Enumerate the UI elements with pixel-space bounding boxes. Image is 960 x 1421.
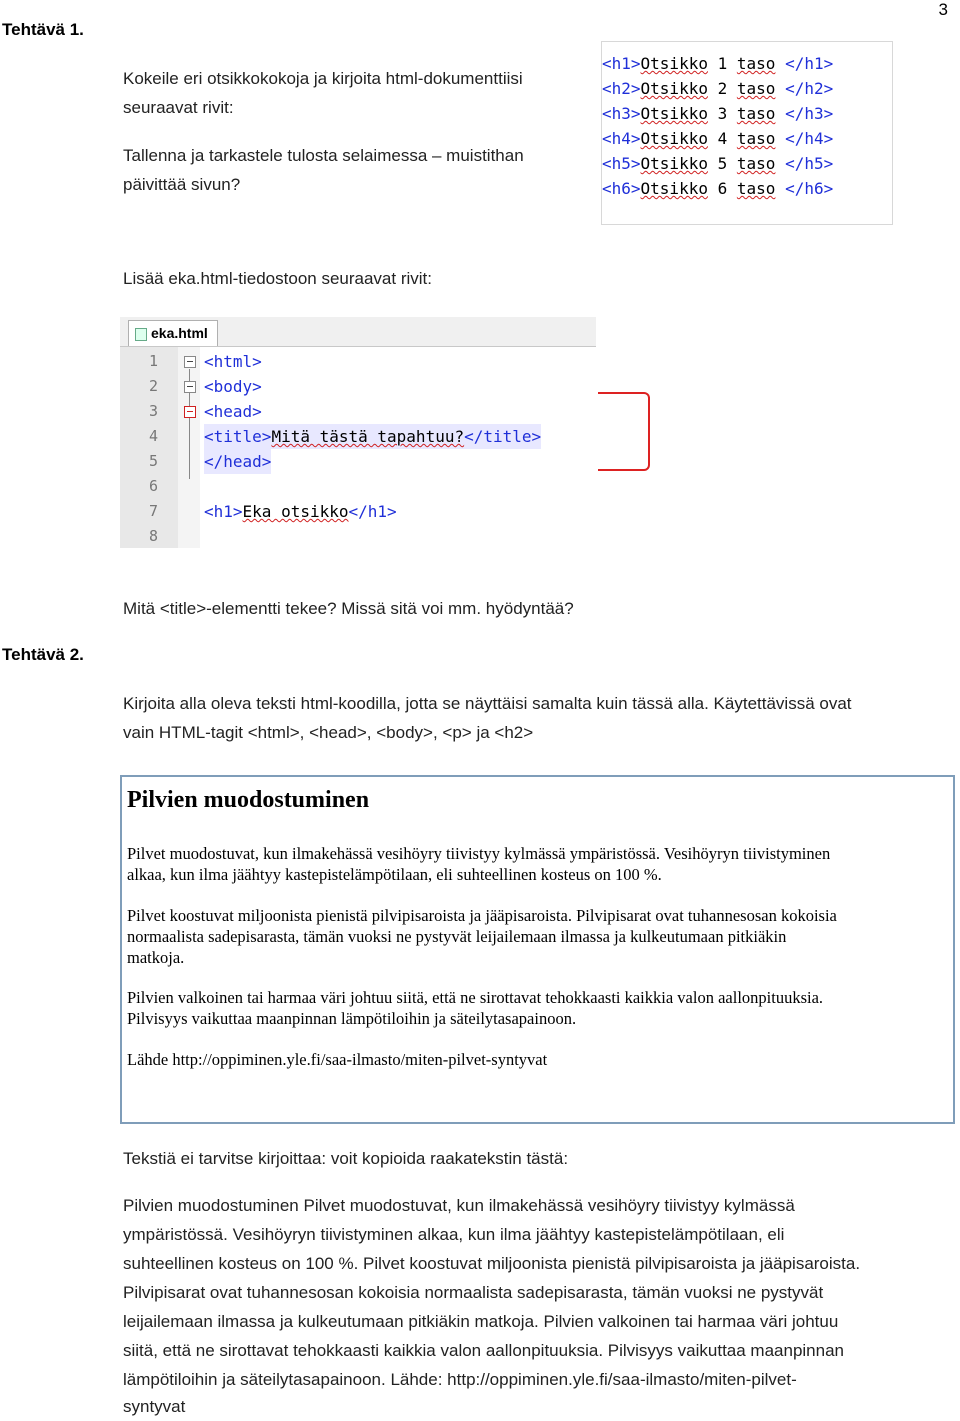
code-text: <body> [204,377,262,396]
line-number: 3 [148,402,158,420]
task2-instruction-line1: Kirjoita alla oleva teksti html-koodilla, jotta se näyttäisi samalta kuin tässä alla. Käytettävissä ovat [123,694,852,713]
editor-tab[interactable] [128,320,218,346]
sample-p3-line1: Pilvien valkoinen tai harmaa väri johtuu siitä, että ne sirottavat tehokkaasti kaikkia valon aallonpituuksia. [127,988,824,1007]
raw-text-line: syntyvat [123,1397,186,1416]
sample-title: Pilvien muodostuminen [127,787,370,813]
sample-p1-line2: alkaa, kun ilma jäähtyy kastepistelämpötilaan, eli suhteellinen kosteus on 100 %. [127,865,662,884]
raw-text-line: Pilvipisarat ovat tuhannesosan kokoisia normaalista sadepisarasta, tämän vuoksi ne pystyvät [123,1283,824,1302]
heading-code-snippet [601,41,893,225]
code-text: <h1>Eka otsikko</h1> [204,502,397,521]
sample-p1-line1: Pilvet muodostuvat, kun ilmakehässä vesihöyry tiivistyy kylmässä ympäristössä. Vesihöyryn tiivistyminen [127,844,831,863]
editor-line-5 [120,449,596,474]
editor-tabbar [120,317,596,347]
file-icon [135,328,147,341]
code-line-h1: <h1>Otsikko 1 taso </h1> [602,54,834,73]
code-line-h6: <h6>Otsikko 6 taso </h6> [602,179,834,198]
line-number: 8 [148,527,158,545]
sample-p2-line3: matkoja. [127,948,185,967]
code-text: </head> [204,449,271,474]
line-number: 1 [148,352,158,370]
task1-intro-line1: Kokeile eri otsikkokokoja ja kirjoita html-dokumenttiisi [123,69,523,88]
task1-save-line1: Tallenna ja tarkastele tulosta selaimessa – muistithan [123,146,524,165]
sample-p2-line1: Pilvet koostuvat miljoonista pienistä pilvipisaroista ja jääpisaroista. Pilvipisarat ovat tuhannesosan kokoisia [127,906,837,925]
task2-instruction-line2: vain HTML-tagit <html>, <head>, <body>, <p> ja <h2> [123,723,534,742]
code-line-h3: <h3>Otsikko 3 taso </h3> [602,104,834,123]
raw-text-line: suhteellinen kosteus on 100 %. Pilvet koostuvat miljoonista pienistä pilvipisaroista ja jääpisaroista. [123,1254,861,1273]
code-text: <title>Mitä tästä tapahtuu?</title> [204,424,541,449]
task1-intro-line2: seuraavat rivit: [123,98,234,117]
raw-text-line: siitä, että ne sirottavat tehokkaasti kaikkia valon aallonpituuksia. Pilvisyys vaikuttaa maanpinnan [123,1341,844,1360]
line-number: 7 [148,502,158,520]
fold-toggle-icon[interactable] [184,406,196,418]
raw-text-line: leijailemaan ilmassa ja kulkeutumaan pitkiäkin matkoja. Pilvien valkoinen tai harmaa väri johtuu [123,1312,839,1331]
sample-p3-line2: Pilvisyys vaikuttaa maanpinnan lämpötiloihin ja säteilytasapainoon. [127,1009,577,1028]
code-line-h5: <h5>Otsikko 5 taso </h5> [602,154,834,173]
raw-text-line: ympäristössä. Vesihöyryn tiivistyminen alkaa, kun ilma jäähtyy kastepistelämpötilaan, eli [123,1225,785,1244]
task1-heading: Tehtävä 1. [2,20,84,39]
line-number: 5 [148,452,158,470]
rendered-sample-page [120,775,955,1124]
code-editor [120,317,596,548]
code-line-h4: <h4>Otsikko 4 taso </h4> [602,129,834,148]
editor-line-8 [120,524,596,549]
editor-line-7 [120,499,596,524]
editor-line-6 [120,474,596,499]
sample-source: Lähde http://oppiminen.yle.fi/saa-ilmasto/miten-pilvet-syntyvat [127,1050,548,1069]
code-line-h2: <h2>Otsikko 2 taso </h2> [602,79,834,98]
sample-p2-line2: normaalista sadepisarasta, tämän vuoksi ne pystyvät leijailemaan ilmassa ja kulkeutumaan pitkiäkin [127,927,787,946]
red-bracket-annotation [598,392,650,471]
raw-text-line: lämpötiloihin ja säteilytasapainoon. Lähde: http://oppiminen.yle.fi/saa-ilmasto/miten-pilvet- [123,1370,797,1389]
line-number: 6 [148,477,158,495]
code-text: <html> [204,352,262,371]
fold-toggle-icon[interactable] [184,381,196,393]
raw-text-line: Pilvien muodostuminen Pilvet muodostuvat, kun ilmakehässä vesihöyry tiivistyy kylmässä [123,1196,795,1215]
task2-heading: Tehtävä 2. [2,645,84,664]
fold-toggle-icon[interactable] [184,356,196,368]
editor-line-3 [120,399,596,424]
task1-save-line2: päivittää sivun? [123,175,241,194]
task1-question: Mitä <title>-elementti tekee? Missä sitä voi mm. hyödyntää? [123,599,574,618]
page-number: 3 [938,0,948,19]
task2-copy-note: Tekstiä ei tarvitse kirjoittaa: voit kopioida raakatekstin tästä: [123,1149,569,1168]
code-text: <head> [204,402,262,421]
editor-line-4 [120,424,596,449]
line-number: 4 [148,427,158,445]
editor-line-2 [120,374,596,399]
task1-add-lines: Lisää eka.html-tiedostoon seuraavat rivit: [123,269,432,288]
editor-line-1 [120,349,596,374]
editor-tab-label: eka.html [151,325,208,341]
line-number: 2 [148,377,158,395]
